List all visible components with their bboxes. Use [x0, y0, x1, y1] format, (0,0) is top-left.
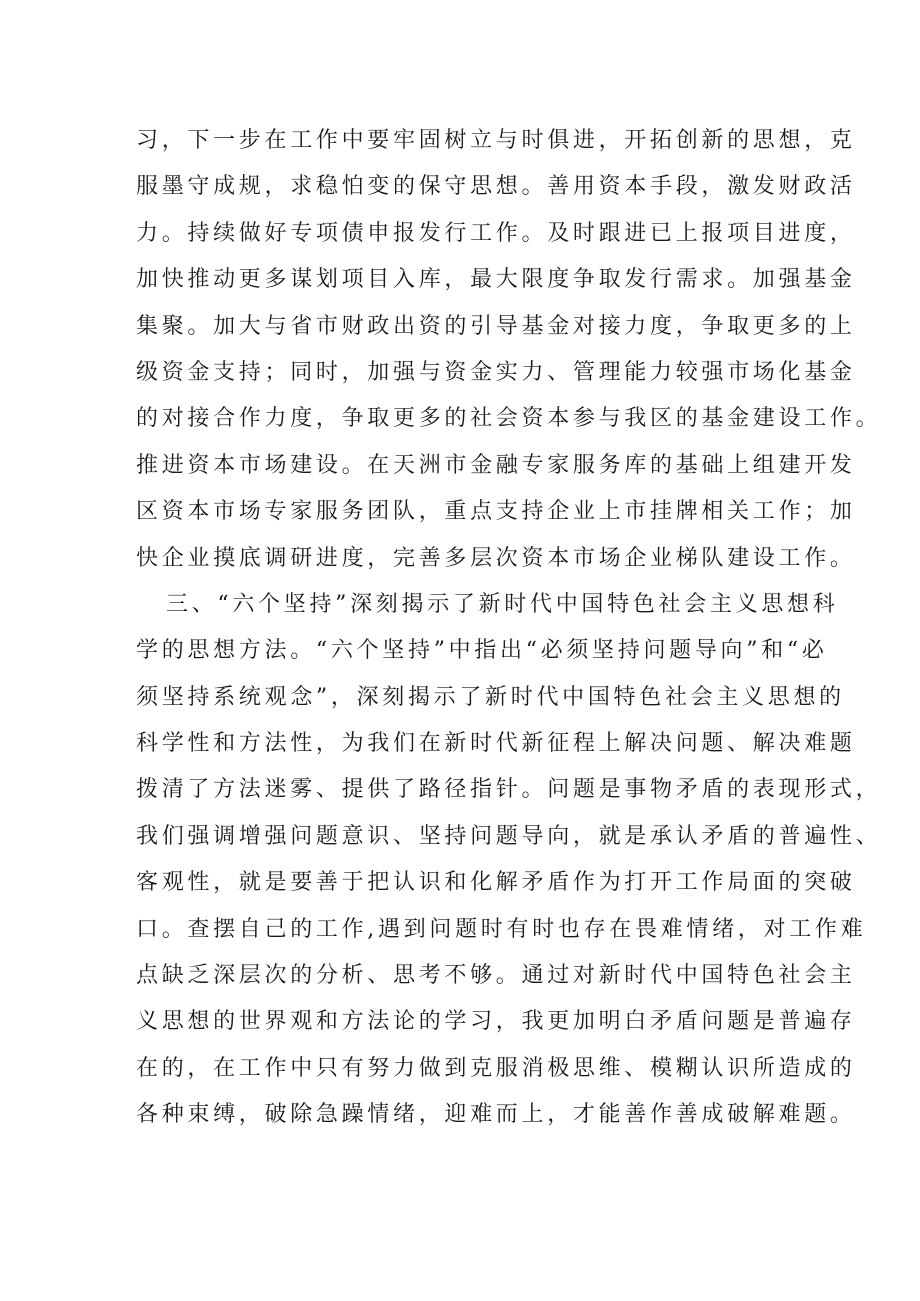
text-line: 义思想的世界观和方法论的学习，我更加明白矛盾问题是普遍存 [136, 1009, 856, 1035]
text-line: 拨清了方法迷雾、提供了路径指针。问题是事物矛盾的表现形式， [136, 777, 882, 803]
text-line: 在的，在工作中只有努力做到克服消极思维、模糊认识所造成的 [136, 1055, 856, 1081]
text-line: 推进资本市场建设。在天洲市金融专家服务库的基础上组建开发 [136, 452, 856, 478]
text-line: 客观性，就是要善于把认识和化解矛盾作为打开工作局面的突破 [136, 870, 856, 896]
text-line: 习，下一步在工作中要牢固树立与时俱进，开拓创新的思想，克 [136, 128, 856, 153]
text-line: 力。持续做好专项债申报发行工作。及时跟进已上报项目进度， [136, 220, 856, 246]
text-line: 的对接合作力度，争取更多的社会资本参与我区的基金建设工作。 [136, 406, 882, 432]
text-line: 区资本市场专家服务团队，重点支持企业上市挂牌相关工作；加 [136, 499, 856, 525]
text-line: 级资金支持；同时，加强与资金实力、管理能力较强市场化基金 [136, 359, 856, 385]
document-body [136, 118, 882, 1139]
text-line: 科学性和方法性，为我们在新时代新征程上解决问题、解决难题 [136, 731, 856, 757]
text-line: 我们强调增强问题意识、坚持问题导向，就是承认矛盾的普遍性、 [136, 823, 882, 849]
text-line: 各种束缚，破除急躁情绪，迎难而上，才能善作善成破解难题。 [136, 1102, 856, 1128]
text-line: 口。查摆自己的工作,遇到问题时有时也存在畏难情绪，对工作难 [136, 916, 867, 942]
paragraph-section-three [136, 582, 882, 1139]
text-line: 须坚持系统观念”，深刻揭示了新时代中国特色社会主义思想的 [136, 684, 845, 710]
text-line: 学的思想方法。“六个坚持”中指出“必须坚持问题导向”和“必 [136, 638, 828, 664]
text-line: 点缺乏深层次的分析、思考不够。通过对新时代中国特色社会主 [136, 963, 856, 989]
text-line: 加快推动更多谋划项目入库，最大限度争取发行需求。加强基金 [136, 267, 856, 293]
paragraph-continuation [136, 118, 882, 582]
text-line: 服墨守成规，求稳怕变的保守思想。善用资本手段，激发财政活 [136, 174, 856, 200]
text-line: 快企业摸底调研进度，完善多层次资本市场企业梯队建设工作。 [136, 545, 856, 571]
section-heading-line: 三、“六个坚持”深刻揭示了新时代中国特色社会主义思想科 [166, 591, 839, 617]
text-line: 集聚。加大与省市财政出资的引导基金对接力度，争取更多的上 [136, 313, 856, 339]
